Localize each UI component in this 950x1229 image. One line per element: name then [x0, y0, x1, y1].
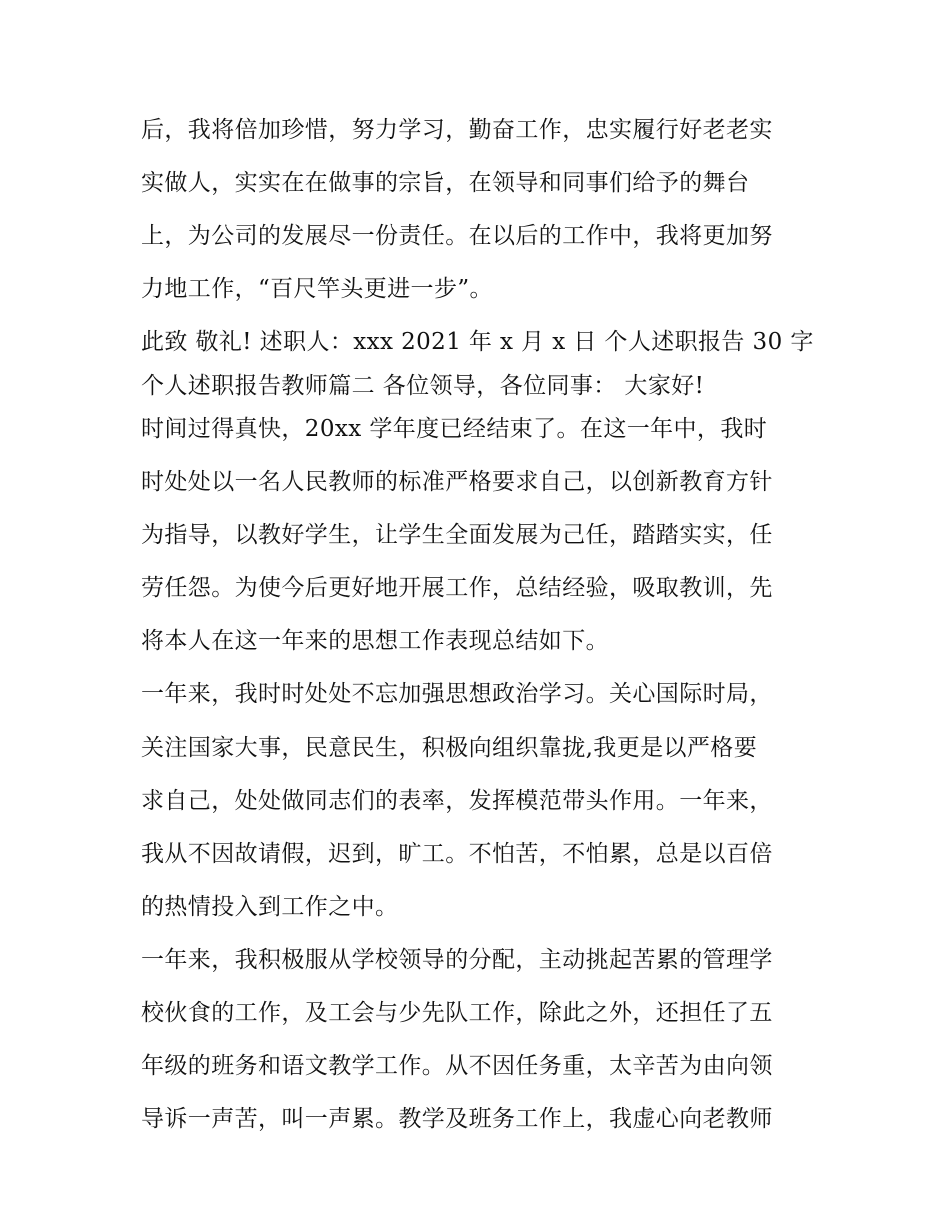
text-line: 关注国家大事，民意民生，积极向组织靠拢,我更是以严格要 — [141, 735, 758, 761]
text-line: 校伙食的工作，及工会与少先队工作，除此之外，还担任了五 — [141, 1000, 773, 1026]
text-line: 的热情投入到工作之中。 — [141, 894, 399, 920]
text-line: 实做人，实实在在做事的宗旨，在领导和同事们给予的舞台 — [141, 170, 750, 196]
text-line: 求自己，处处做同志们的表率，发挥模范带头作用。一年来， — [141, 788, 773, 814]
text-line: 时间过得真快，20xx 学年度已经结束了。在这一年中，我时 — [141, 416, 768, 442]
text-line: 一年来，我时时处处不忘加强思想政治学习。关心国际时局， — [141, 681, 773, 707]
text-line: 将本人在这一年来的思想工作表现总结如下。 — [141, 628, 609, 654]
text-line: 一年来，我积极服从学校领导的分配，主动挑起苦累的管理学 — [141, 947, 773, 973]
text-line: 时处处以一名人民教师的标准严格要求自己，以创新教育方针 — [141, 469, 773, 495]
text-line: 后，我将倍加珍惜，努力学习，勤奋工作，忠实履行好老老实 — [141, 117, 773, 143]
text-line: 力地工作，“百尺竿头更进一步”。 — [141, 276, 493, 302]
text-line: 为指导，以教好学生，让学生全面发展为己任，踏踏实实，任 — [141, 522, 773, 548]
text-line: 导诉一声苦，叫一声累。教学及班务工作上，我虚心向老教师 — [141, 1106, 773, 1132]
text-line: 我从不因故请假，迟到，旷工。不怕苦，不怕累，总是以百倍 — [141, 841, 773, 867]
text-line: 此致 敬礼! 述职人：xxx 2021 年 x 月 x 日 个人述职报告 30 字 — [141, 329, 814, 355]
text-line: 年级的班务和语文教学工作。从不因任务重，太辛苦为由向领 — [141, 1053, 773, 1079]
text-line: 上，为公司的发展尽一份责任。在以后的工作中，我将更加努 — [141, 223, 773, 249]
text-line: 劳任怨。为使今后更好地开展工作，总结经验，吸取教训，先 — [141, 575, 773, 601]
text-line: 个人述职报告教师篇二 各位领导，各位同事： 大家好! — [141, 373, 705, 399]
